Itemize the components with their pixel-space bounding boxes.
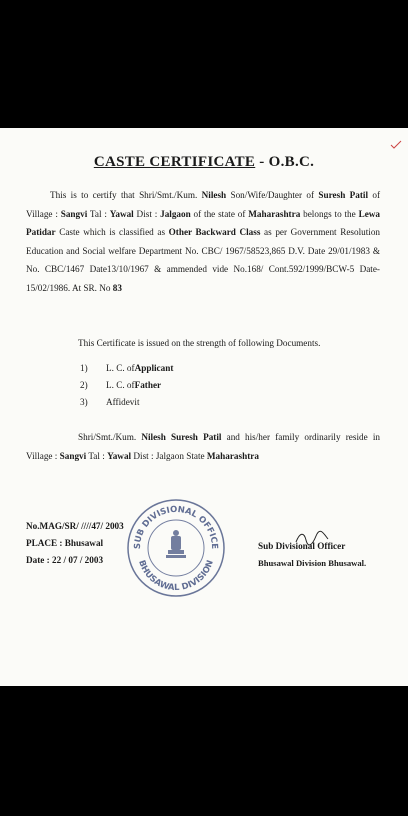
list-item-bold: Father xyxy=(134,380,162,390)
applicant-first-name: Nilesh xyxy=(201,190,227,200)
official-seal-stamp xyxy=(124,496,228,600)
para1-text: Dist : xyxy=(133,208,161,219)
father-name: Suresh Patil xyxy=(318,190,369,200)
certificate-page xyxy=(0,128,408,686)
list-item xyxy=(80,377,173,394)
list-item-bold: Applicant xyxy=(134,363,174,373)
list-item xyxy=(80,394,173,411)
para1-text: This is to certify that Shri/Smt./Kum. xyxy=(50,190,202,200)
issue-date: Date : 22 / 07 / 2003 xyxy=(26,555,104,565)
taluka-name: Yawal xyxy=(107,450,132,461)
stamp-top-text: SUB DIVISIONAL OFFICE xyxy=(132,504,220,550)
serial-number: 83 xyxy=(112,282,122,293)
officer-designation xyxy=(258,538,366,572)
para1-text: Tal : xyxy=(87,208,110,219)
caste-name: Lewa Patidar xyxy=(26,208,380,238)
title-suffix: - O.B.C. xyxy=(255,154,315,170)
para3-text: Dist : Jalgaon State xyxy=(131,450,207,461)
para3-text: Tal : xyxy=(86,450,108,461)
stamp-bottom-text: BHUSAWAL DIVISION xyxy=(136,558,216,594)
para1-text: Son/Wife/Daughter of xyxy=(226,190,319,200)
emblem-icon xyxy=(166,530,186,558)
documents-list xyxy=(80,360,173,411)
list-item-text: Affidevit xyxy=(106,397,140,407)
title-main: CASTE CERTIFICATE xyxy=(93,154,256,170)
list-item-text: L. C. of xyxy=(106,363,135,373)
officer-office: Bhusawal Division Bhusawal. xyxy=(258,558,367,568)
documents-intro: This Certificate is issued on the strength of following Documents. xyxy=(78,338,321,348)
para1-text: Caste which is classified as xyxy=(55,227,169,238)
state-name: Maharashtra xyxy=(206,450,259,461)
list-item-text: L. C. of xyxy=(106,380,135,390)
list-item-number: 2) xyxy=(80,380,88,390)
para1-text: as per Government Resolution Education and Social welfare Department No. CBC/ 1967/58523,865 D.V. Date 29/01/1983 & No. CBC/1467 Date13/10/1967 & ammended vide No.168/ Cont.592/1999/BCW-5 Date-15/02/1986. At SR. No xyxy=(26,227,381,293)
para3-text: Shri/Smt./Kum. xyxy=(78,432,142,442)
list-item-number: 1) xyxy=(80,363,88,373)
certificate-number: No.MAG/SR/ ////47/ 2003 xyxy=(26,521,124,531)
applicant-full-name: Nilesh Suresh Patil xyxy=(141,432,222,442)
list-item-number: 3) xyxy=(80,397,88,407)
village-name: Sangvi xyxy=(59,450,87,461)
village-name: Sangvi xyxy=(60,208,88,219)
certification-paragraph xyxy=(26,186,380,298)
para1-text: belongs to the xyxy=(300,208,359,219)
issue-place: PLACE : Bhusawal xyxy=(26,538,104,548)
district-name: Jalgaon xyxy=(160,208,191,219)
certificate-title xyxy=(0,154,408,171)
para1-text: of Village : xyxy=(26,190,381,219)
list-item xyxy=(80,360,173,377)
issue-details xyxy=(26,518,124,569)
red-tick-mark xyxy=(390,140,402,150)
taluka-name: Yawal xyxy=(109,208,134,219)
residence-paragraph xyxy=(26,428,380,465)
para1-text: of the state of xyxy=(190,208,249,219)
para3-text: and his/her family ordinarily reside in Village : xyxy=(26,432,380,461)
state-name: Maharashtra xyxy=(248,208,301,219)
officer-title: Sub Divisional Officer xyxy=(258,541,346,551)
caste-category: Other Backward Class xyxy=(168,227,261,238)
